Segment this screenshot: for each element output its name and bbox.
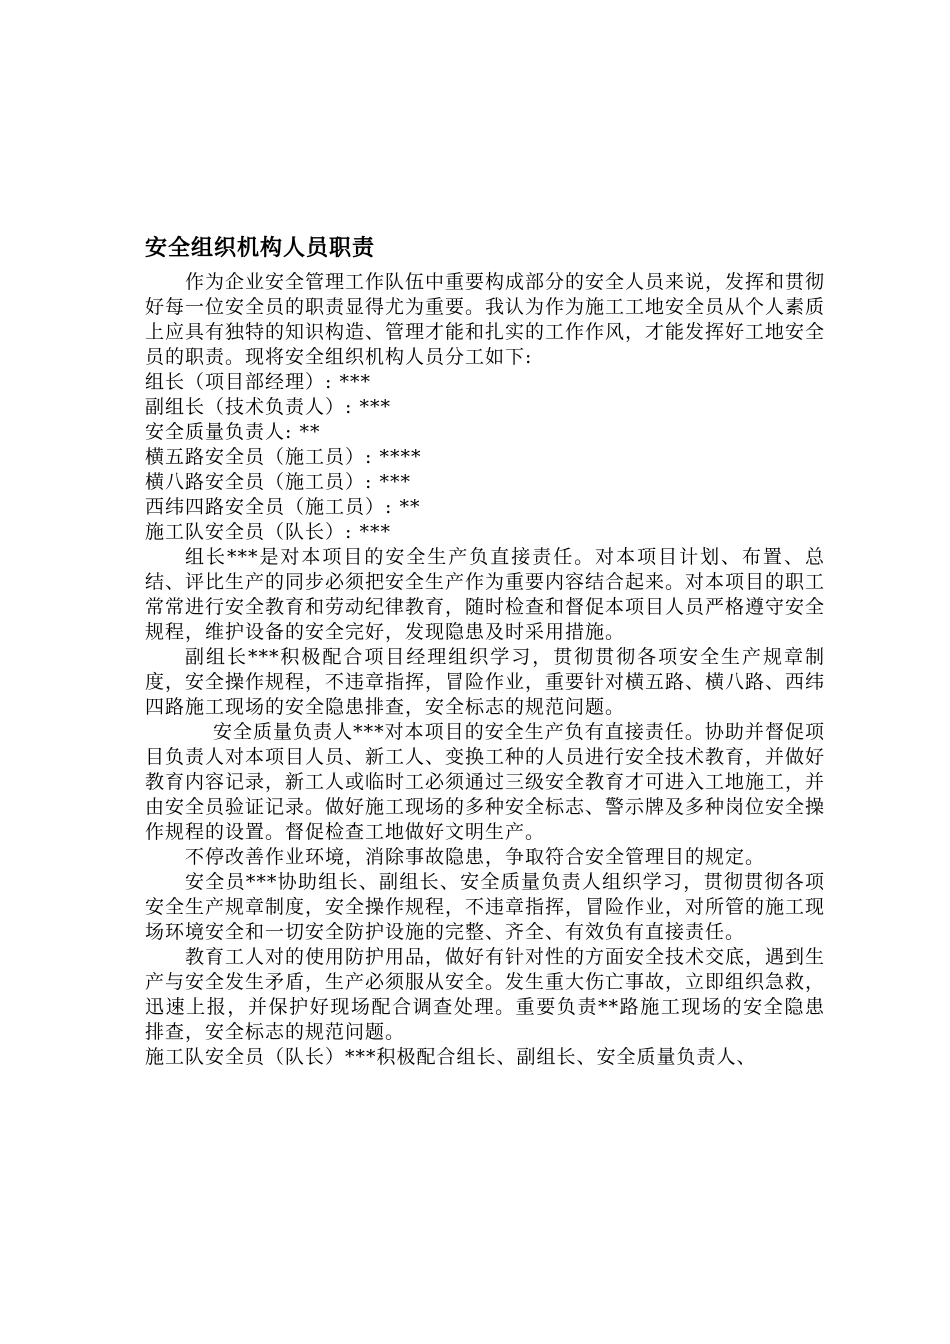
role-item: 横五路安全员（施工员）: **** — [145, 446, 422, 468]
deputy-leader-duty-paragraph: 副组长***积极配合项目经理组织学习，贯彻贯彻各项安全生产规章制度，安全操作规程，不违章指挥，冒险作业，重要针对横五路、横八路、西纬四路施工现场的安全隐患排查，安全标志的规范问题。 — [145, 646, 826, 718]
role-item: 横八路安全员（施工员）: *** — [145, 471, 411, 493]
team-safety-officer-paragraph: 施工队安全员（队长）***积极配合组长、副组长、安全质量负责人、 — [145, 1046, 757, 1068]
intro-paragraph: 作为企业安全管理工作队伍中重要构成部分的安全人员来说，发挥和贯彻好每一位安全员的职责显得尤为重要。我认为作为施工工地安全员从个人素质上应具有独特的知识构造、管理才能和扎实的工作作风，才能发挥好工地安全员的职责。现将安全组织机构人员分工如下: — [145, 271, 826, 368]
document-title: 安全组织机构人员职责 — [145, 236, 376, 261]
role-item: 副组长（技术负责人）: *** — [145, 396, 391, 418]
environment-paragraph: 不停改善作业环境，消除事故隐患，争取符合安全管理目的规定。 — [185, 846, 766, 868]
role-list — [145, 370, 825, 545]
quality-manager-duty-paragraph: 安全质量负责人***对本项目的安全生产负有直接责任。协助并督促项目负责人对本项目人员、新工人、变换工种的人员进行安全技术教育，并做好教育内容记录，新工人或临时工必须通过三级安全教育才可进入工地施工，并由安全员验证记录。做好施工现场的多种安全标志、警示牌及多种岗位安全操作规程的设置。督促检查工地做好文明生产。 — [145, 721, 826, 843]
education-paragraph: 教育工人对的使用防护用品，做好有针对性的方面安全技术交底，遇到生产与安全发生矛盾，生产必须服从安全。发生重大伤亡事故，立即组织急救，迅速上报，并保护好现场配合调查处理。重要负责**路施工现场的安全隐患排查，安全标志的规范问题。 — [145, 946, 826, 1043]
role-item: 组长（项目部经理）: *** — [145, 371, 371, 393]
safety-officer-duty-paragraph: 安全员***协助组长、副组长、安全质量负责人组织学习，贯彻贯彻各项安全生产规章制度，安全操作规程，不违章指挥，冒险作业，对所管的施工现场环境安全和一切安全防护设施的完整、齐全、有效负有直接责任。 — [145, 871, 826, 943]
leader-duty-paragraph: 组长***是对本项目的安全生产负直接责任。对本项目计划、布置、总结、评比生产的同步必须把安全生产作为重要内容结合起来。对本项目的职工常常进行安全教育和劳动纪律教育，随时检查和督促本项目人员严格遵守安全规程，维护设备的安全完好，发现隐患及时采用措施。 — [145, 546, 826, 643]
role-item: 施工队安全员（队长）: *** — [145, 521, 391, 543]
role-item: 安全质量负责人: ** — [145, 421, 321, 443]
role-item: 西纬四路安全员（施工员）: ** — [145, 496, 421, 518]
document-page — [145, 232, 825, 1070]
